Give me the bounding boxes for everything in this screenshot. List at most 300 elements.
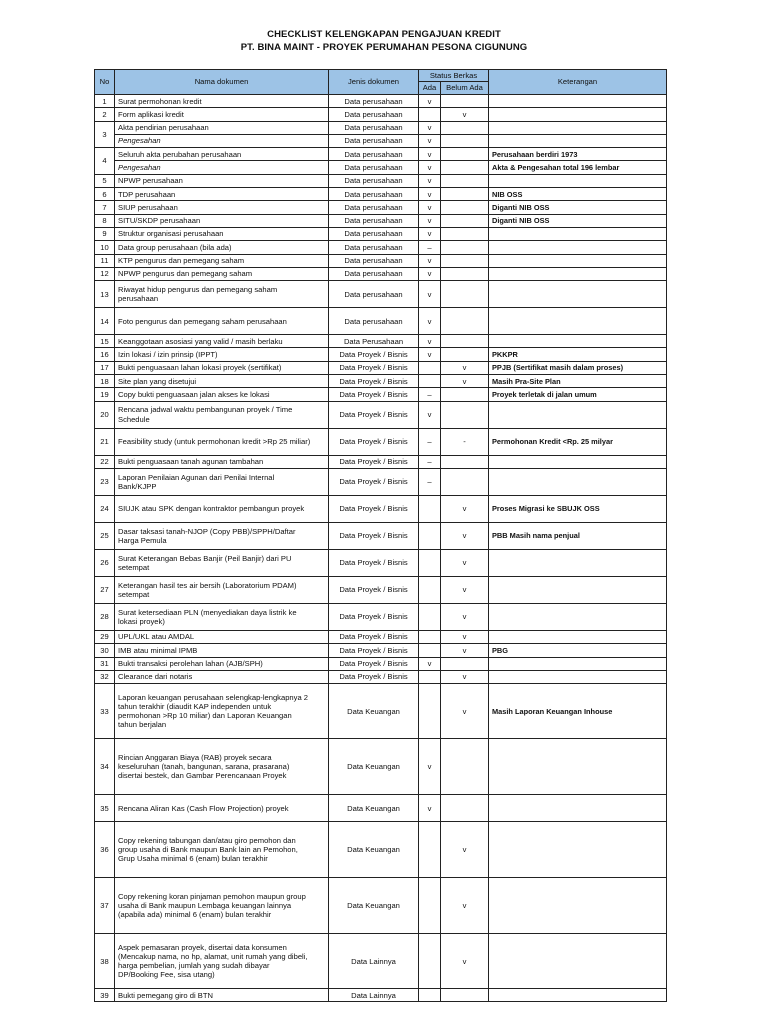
status-available: – (419, 468, 441, 495)
table-row (95, 795, 667, 822)
document-name-line: tahun berjalan (118, 720, 167, 730)
document-type: Data perusahaan (329, 121, 419, 134)
document-name-line: Feasibility study (untuk permohonan kredit >Rp 25 miliar) (118, 437, 311, 447)
header-not-yet-available: Belum Ada (441, 82, 489, 95)
row-number: 19 (95, 388, 115, 401)
document-name-line: Grup Usaha minimal 6 (enam) bulan terakhir (118, 854, 268, 864)
document-type: Data Proyek / Bisnis (329, 361, 419, 374)
document-name (115, 281, 329, 308)
status-available: v (419, 95, 441, 108)
document-name-line: SIUJK atau SPK dengan kontraktor pembangun proyek (118, 504, 305, 514)
status-not-yet-available: v (441, 822, 489, 878)
document-name-line: Laporan keuangan perusahaan selengkap-lengkapnya 2 (118, 692, 308, 702)
notes (489, 630, 667, 643)
notes (489, 308, 667, 335)
row-number: 10 (95, 241, 115, 254)
notes (489, 468, 667, 495)
status-available: v (419, 201, 441, 214)
document-name-line: Copy rekening koran pinjaman pemohon maupun group (118, 891, 306, 901)
row-number: 33 (95, 684, 115, 739)
status-not-yet-available: v (441, 630, 489, 643)
document-type: Data Proyek / Bisnis (329, 495, 419, 522)
document-name-line: Surat ketersediaan PLN (menyediakan daya listrik ke (118, 607, 297, 617)
table-row (95, 308, 667, 335)
document-name-line: Site plan yang disetujui (118, 376, 197, 386)
status-available: v (419, 254, 441, 267)
document-name-line: Copy rekening tabungan dan/atau giro pemohon dan (118, 835, 296, 845)
status-not-yet-available (441, 657, 489, 670)
document-name (115, 576, 329, 603)
document-type: Data perusahaan (329, 134, 419, 147)
table-row (95, 254, 667, 267)
row-number: 32 (95, 670, 115, 683)
status-not-yet-available (441, 134, 489, 147)
notes (489, 134, 667, 147)
table-row (95, 576, 667, 603)
document-name-line: Bank/KJPP (118, 481, 157, 491)
document-type: Data Proyek / Bisnis (329, 522, 419, 549)
document-name (115, 227, 329, 240)
notes: Diganti NIB OSS (489, 214, 667, 227)
status-not-yet-available (441, 308, 489, 335)
document-name-line: IMB atau minimal IPMB (118, 645, 198, 655)
status-available (419, 878, 441, 934)
document-name (115, 134, 329, 147)
document-type: Data Proyek / Bisnis (329, 549, 419, 576)
notes: Proses Migrasi ke SBUJK OSS (489, 495, 667, 522)
document-type: Data Proyek / Bisnis (329, 455, 419, 468)
document-type: Data Proyek / Bisnis (329, 670, 419, 683)
document-type: Data Keuangan (329, 684, 419, 739)
document-type: Data perusahaan (329, 227, 419, 240)
notes (489, 934, 667, 989)
status-not-yet-available (441, 227, 489, 240)
notes (489, 989, 667, 1002)
status-not-yet-available: v (441, 108, 489, 121)
row-number: 29 (95, 630, 115, 643)
document-name-line: Keterangan hasil tes air bersih (Laboratorium PDAM) (118, 580, 297, 590)
row-number: 12 (95, 267, 115, 280)
status-available: – (419, 388, 441, 401)
document-type: Data Proyek / Bisnis (329, 348, 419, 361)
table-row (95, 388, 667, 401)
document-type: Data perusahaan (329, 161, 419, 174)
notes (489, 549, 667, 576)
row-number: 6 (95, 188, 115, 201)
status-not-yet-available: v (441, 670, 489, 683)
document-name (115, 549, 329, 576)
document-type: Data perusahaan (329, 95, 419, 108)
notes (489, 241, 667, 254)
document-name (115, 630, 329, 643)
status-available (419, 603, 441, 630)
notes (489, 455, 667, 468)
document-subtitle: PT. BINA MAINT - PROYEK PERUMAHAN PESONA CIGUNUNG (240, 42, 528, 53)
table-row (95, 134, 667, 147)
row-number: 25 (95, 522, 115, 549)
document-name-line: Struktur organisasi perusahaan (118, 229, 224, 239)
status-not-yet-available (441, 148, 489, 161)
status-available: – (419, 455, 441, 468)
document-name-line: KTP pengurus dan pemegang saham (118, 256, 245, 266)
document-name-line: Pengesahan (118, 163, 161, 172)
notes: PBB Masih nama penjual (489, 522, 667, 549)
document-type: Data Proyek / Bisnis (329, 428, 419, 455)
document-name-line: UPL/UKL atau AMDAL (118, 632, 195, 642)
document-name (115, 684, 329, 739)
row-number: 24 (95, 495, 115, 522)
status-not-yet-available (441, 214, 489, 227)
document-name-line: Riwayat hidup pengurus dan pemegang saham (118, 284, 278, 294)
document-type: Data perusahaan (329, 108, 419, 121)
status-not-yet-available (441, 174, 489, 187)
status-not-yet-available (441, 267, 489, 280)
table-row (95, 174, 667, 187)
document-type: Data Proyek / Bisnis (329, 401, 419, 428)
row-number: 3 (95, 121, 115, 148)
row-number: 15 (95, 335, 115, 348)
row-number: 30 (95, 644, 115, 657)
status-not-yet-available: v (441, 549, 489, 576)
document-name-line: lokasi proyek) (118, 616, 165, 626)
document-type: Data Lainnya (329, 934, 419, 989)
document-name-line: tahun terakhir (diaudit KAP independen untuk (118, 701, 272, 711)
document-type: Data Proyek / Bisnis (329, 603, 419, 630)
document-type: Data perusahaan (329, 281, 419, 308)
document-name (115, 495, 329, 522)
document-type: Data perusahaan (329, 267, 419, 280)
document-name-line: Bukti transaksi perolehan lahan (AJB/SPH) (118, 659, 263, 669)
row-number: 28 (95, 603, 115, 630)
table-row (95, 455, 667, 468)
status-available: v (419, 401, 441, 428)
document-name (115, 174, 329, 187)
document-title: CHECKLIST KELENGKAPAN PENGAJUAN KREDIT (267, 29, 501, 40)
document-name (115, 401, 329, 428)
document-type: Data Proyek / Bisnis (329, 388, 419, 401)
document-name-line: Pengesahan (118, 136, 161, 146)
document-type: Data Proyek / Bisnis (329, 657, 419, 670)
notes (489, 670, 667, 683)
document-name (115, 739, 329, 795)
document-name-line: Clearance dari notaris (118, 672, 193, 682)
row-number: 37 (95, 878, 115, 934)
table-row (95, 603, 667, 630)
notes: Masih Laporan Keuangan Inhouse (489, 684, 667, 739)
table-row (95, 989, 667, 1002)
row-number: 7 (95, 201, 115, 214)
document-type: Data perusahaan (329, 214, 419, 227)
notes: Masih Pra-Site Plan (489, 375, 667, 388)
document-name-line: Foto pengurus dan pemegang saham perusahaan (118, 316, 287, 326)
document-name (115, 108, 329, 121)
notes (489, 822, 667, 878)
document-name (115, 348, 329, 361)
status-available: v (419, 214, 441, 227)
notes: PBG (489, 644, 667, 657)
document-name-line: harga pembelian, jumlah yang sudah dibayar (118, 961, 270, 971)
header-document-name: Nama dokumen (115, 70, 329, 95)
status-available (419, 822, 441, 878)
row-number: 8 (95, 214, 115, 227)
status-available (419, 576, 441, 603)
document-name-line: (apabila ada) minimal 6 (enam) bulan terakhir (118, 910, 272, 920)
row-number: 39 (95, 989, 115, 1002)
status-available: v (419, 281, 441, 308)
table-row (95, 148, 667, 161)
document-name-line: DP/Booking Fee, sisa utang) (118, 970, 215, 980)
status-available (419, 375, 441, 388)
status-available: v (419, 657, 441, 670)
document-name-line: setempat (118, 562, 150, 572)
header-document-type: Jenis dokumen (329, 70, 419, 95)
document-name-line: Keanggotaan asosiasi yang valid / masih berlaku (118, 336, 283, 346)
document-name (115, 254, 329, 267)
document-name (115, 335, 329, 348)
header-file-status: Status Berkas (419, 70, 489, 82)
status-available: v (419, 161, 441, 174)
document-type: Data Lainnya (329, 989, 419, 1002)
document-name-line: NPWP pengurus dan pemegang saham (118, 269, 253, 279)
status-available (419, 495, 441, 522)
status-not-yet-available: - (441, 428, 489, 455)
notes (489, 254, 667, 267)
status-available: v (419, 148, 441, 161)
row-number: 34 (95, 739, 115, 795)
row-number: 1 (95, 95, 115, 108)
document-name (115, 878, 329, 934)
status-not-yet-available (441, 95, 489, 108)
status-available: v (419, 121, 441, 134)
table-row (95, 281, 667, 308)
document-name-line: Bukti penguasaan tanah agunan tambahan (118, 457, 264, 467)
table-row (95, 739, 667, 795)
table-row (95, 549, 667, 576)
table-row (95, 121, 667, 134)
document-name-line: Rencana Aliran Kas (Cash Flow Projection) proyek (118, 803, 289, 813)
status-not-yet-available: v (441, 684, 489, 739)
table-row (95, 375, 667, 388)
row-number: 16 (95, 348, 115, 361)
document-type: Data Proyek / Bisnis (329, 644, 419, 657)
document-name-line: disertai bestek, dan Gambar Perencanaan Proyek (118, 771, 287, 781)
table-row (95, 670, 667, 683)
status-not-yet-available (441, 201, 489, 214)
document-name (115, 522, 329, 549)
status-available (419, 934, 441, 989)
document-name-line: Surat permohonan kredit (118, 96, 202, 106)
table-row (95, 468, 667, 495)
notes (489, 576, 667, 603)
document-type: Data Perusahaan (329, 335, 419, 348)
checklist-table (94, 69, 667, 1002)
document-type: Data perusahaan (329, 188, 419, 201)
notes (489, 739, 667, 795)
document-name (115, 670, 329, 683)
document-name-line: perusahaan (118, 294, 159, 304)
notes: PKKPR (489, 348, 667, 361)
status-available: – (419, 241, 441, 254)
status-available (419, 670, 441, 683)
row-number: 5 (95, 174, 115, 187)
table-row (95, 522, 667, 549)
notes: Perusahaan berdiri 1973 (489, 148, 667, 161)
status-not-yet-available (441, 739, 489, 795)
row-number: 20 (95, 401, 115, 428)
notes (489, 121, 667, 134)
notes (489, 281, 667, 308)
document-type: Data Proyek / Bisnis (329, 375, 419, 388)
table-row (95, 657, 667, 670)
document-name (115, 121, 329, 134)
status-available: v (419, 188, 441, 201)
status-not-yet-available (441, 388, 489, 401)
document-name (115, 214, 329, 227)
document-type: Data perusahaan (329, 241, 419, 254)
document-name (115, 455, 329, 468)
status-not-yet-available: v (441, 878, 489, 934)
status-available: v (419, 348, 441, 361)
document-name-line: Surat Keterangan Bebas Banjir (Peil Banjir) dari PU (118, 553, 292, 563)
status-not-yet-available: v (441, 495, 489, 522)
table-row (95, 161, 667, 174)
document-name (115, 795, 329, 822)
document-name (115, 989, 329, 1002)
row-number: 38 (95, 934, 115, 989)
header-no: No (95, 70, 115, 95)
document-name-line: Copy bukti penguasaan jalan akses ke lokasi (118, 389, 270, 399)
document-name-line: Akta pendirian perusahaan (118, 123, 209, 133)
status-available: v (419, 308, 441, 335)
status-not-yet-available (441, 188, 489, 201)
row-number: 11 (95, 254, 115, 267)
table-row (95, 822, 667, 878)
document-type: Data Keuangan (329, 739, 419, 795)
status-available: v (419, 174, 441, 187)
document-type: Data perusahaan (329, 254, 419, 267)
header-available: Ada (419, 82, 441, 95)
document-name-line: Data group perusahaan (bila ada) (118, 242, 232, 252)
status-not-yet-available (441, 795, 489, 822)
document-name (115, 375, 329, 388)
document-type: Data perusahaan (329, 308, 419, 335)
document-name (115, 657, 329, 670)
status-not-yet-available (441, 455, 489, 468)
status-available: v (419, 739, 441, 795)
status-available (419, 989, 441, 1002)
document-name-line: SIUP perusahaan (118, 202, 178, 212)
document-name (115, 388, 329, 401)
table-row (95, 348, 667, 361)
table-row (95, 241, 667, 254)
notes (489, 95, 667, 108)
status-not-yet-available: v (441, 361, 489, 374)
notes: Diganti NIB OSS (489, 201, 667, 214)
document-name-line: Schedule (118, 414, 150, 424)
document-name-line: SITU/SKDP perusahaan (118, 216, 201, 226)
document-name (115, 361, 329, 374)
document-name-line: (Mencakup nama, no hp, alamat, unit rumah yang dibeli, (118, 951, 308, 961)
document-name-line: Aspek pemasaran proyek, disertai data konsumen (118, 942, 287, 952)
table-row (95, 878, 667, 934)
document-name-line: Dasar taksasi tanah-NJOP (Copy PBB)/SPPH/Daftar (118, 526, 296, 536)
table-header (95, 70, 667, 95)
status-not-yet-available: v (441, 644, 489, 657)
document-name (115, 241, 329, 254)
table-row (95, 214, 667, 227)
table-row (95, 335, 667, 348)
document-name-line: NPWP perusahaan (118, 176, 183, 186)
status-not-yet-available (441, 254, 489, 267)
document-name-line: permohonan >Rp 10 miliar) dan Laporan Keuangan (118, 711, 292, 721)
status-available (419, 549, 441, 576)
table-row (95, 495, 667, 522)
document-name-line: usaha di Bank maupun Lembaga keuangan lainnya (118, 901, 292, 910)
status-available (419, 630, 441, 643)
document-name-line: group usaha di Bank maupun Bank lain an Pemohon, (118, 845, 298, 854)
status-available: – (419, 428, 441, 455)
row-number: 26 (95, 549, 115, 576)
notes (489, 108, 667, 121)
status-available: v (419, 134, 441, 147)
row-number: 13 (95, 281, 115, 308)
status-available (419, 361, 441, 374)
notes (489, 878, 667, 934)
status-available: v (419, 795, 441, 822)
document-name (115, 161, 329, 174)
notes (489, 657, 667, 670)
status-available: v (419, 227, 441, 240)
status-not-yet-available (441, 401, 489, 428)
notes (489, 401, 667, 428)
document-name-line: Bukti penguasaan lahan lokasi proyek (sertifikat) (118, 363, 282, 373)
table-row (95, 428, 667, 455)
row-number: 31 (95, 657, 115, 670)
row-number: 4 (95, 148, 115, 175)
notes (489, 335, 667, 348)
document-type: Data Keuangan (329, 822, 419, 878)
notes: PPJB (Sertifikat masih dalam proses) (489, 361, 667, 374)
document-name (115, 188, 329, 201)
table-row (95, 401, 667, 428)
status-available (419, 684, 441, 739)
row-number: 22 (95, 455, 115, 468)
document-name (115, 428, 329, 455)
notes (489, 227, 667, 240)
status-not-yet-available (441, 281, 489, 308)
notes (489, 174, 667, 187)
row-number: 9 (95, 227, 115, 240)
table-row (95, 201, 667, 214)
notes (489, 795, 667, 822)
document-name (115, 603, 329, 630)
table-row (95, 108, 667, 121)
table-row (95, 934, 667, 989)
document-name-line: TDP perusahaan (118, 189, 176, 199)
document-name-line: keseluruhan (tanah, bangunan, sarana, prasarana) (118, 762, 290, 771)
status-not-yet-available: v (441, 375, 489, 388)
status-not-yet-available (441, 161, 489, 174)
table-row (95, 188, 667, 201)
document-name-line: Rincian Anggaran Biaya (RAB) proyek secara (118, 752, 272, 762)
table-row (95, 95, 667, 108)
status-not-yet-available (441, 335, 489, 348)
document-name-line: Laporan Penilaian Agunan dari Penilai Internal (118, 472, 275, 482)
header-notes: Keterangan (489, 70, 667, 95)
notes (489, 267, 667, 280)
status-not-yet-available (441, 468, 489, 495)
status-available: v (419, 267, 441, 280)
